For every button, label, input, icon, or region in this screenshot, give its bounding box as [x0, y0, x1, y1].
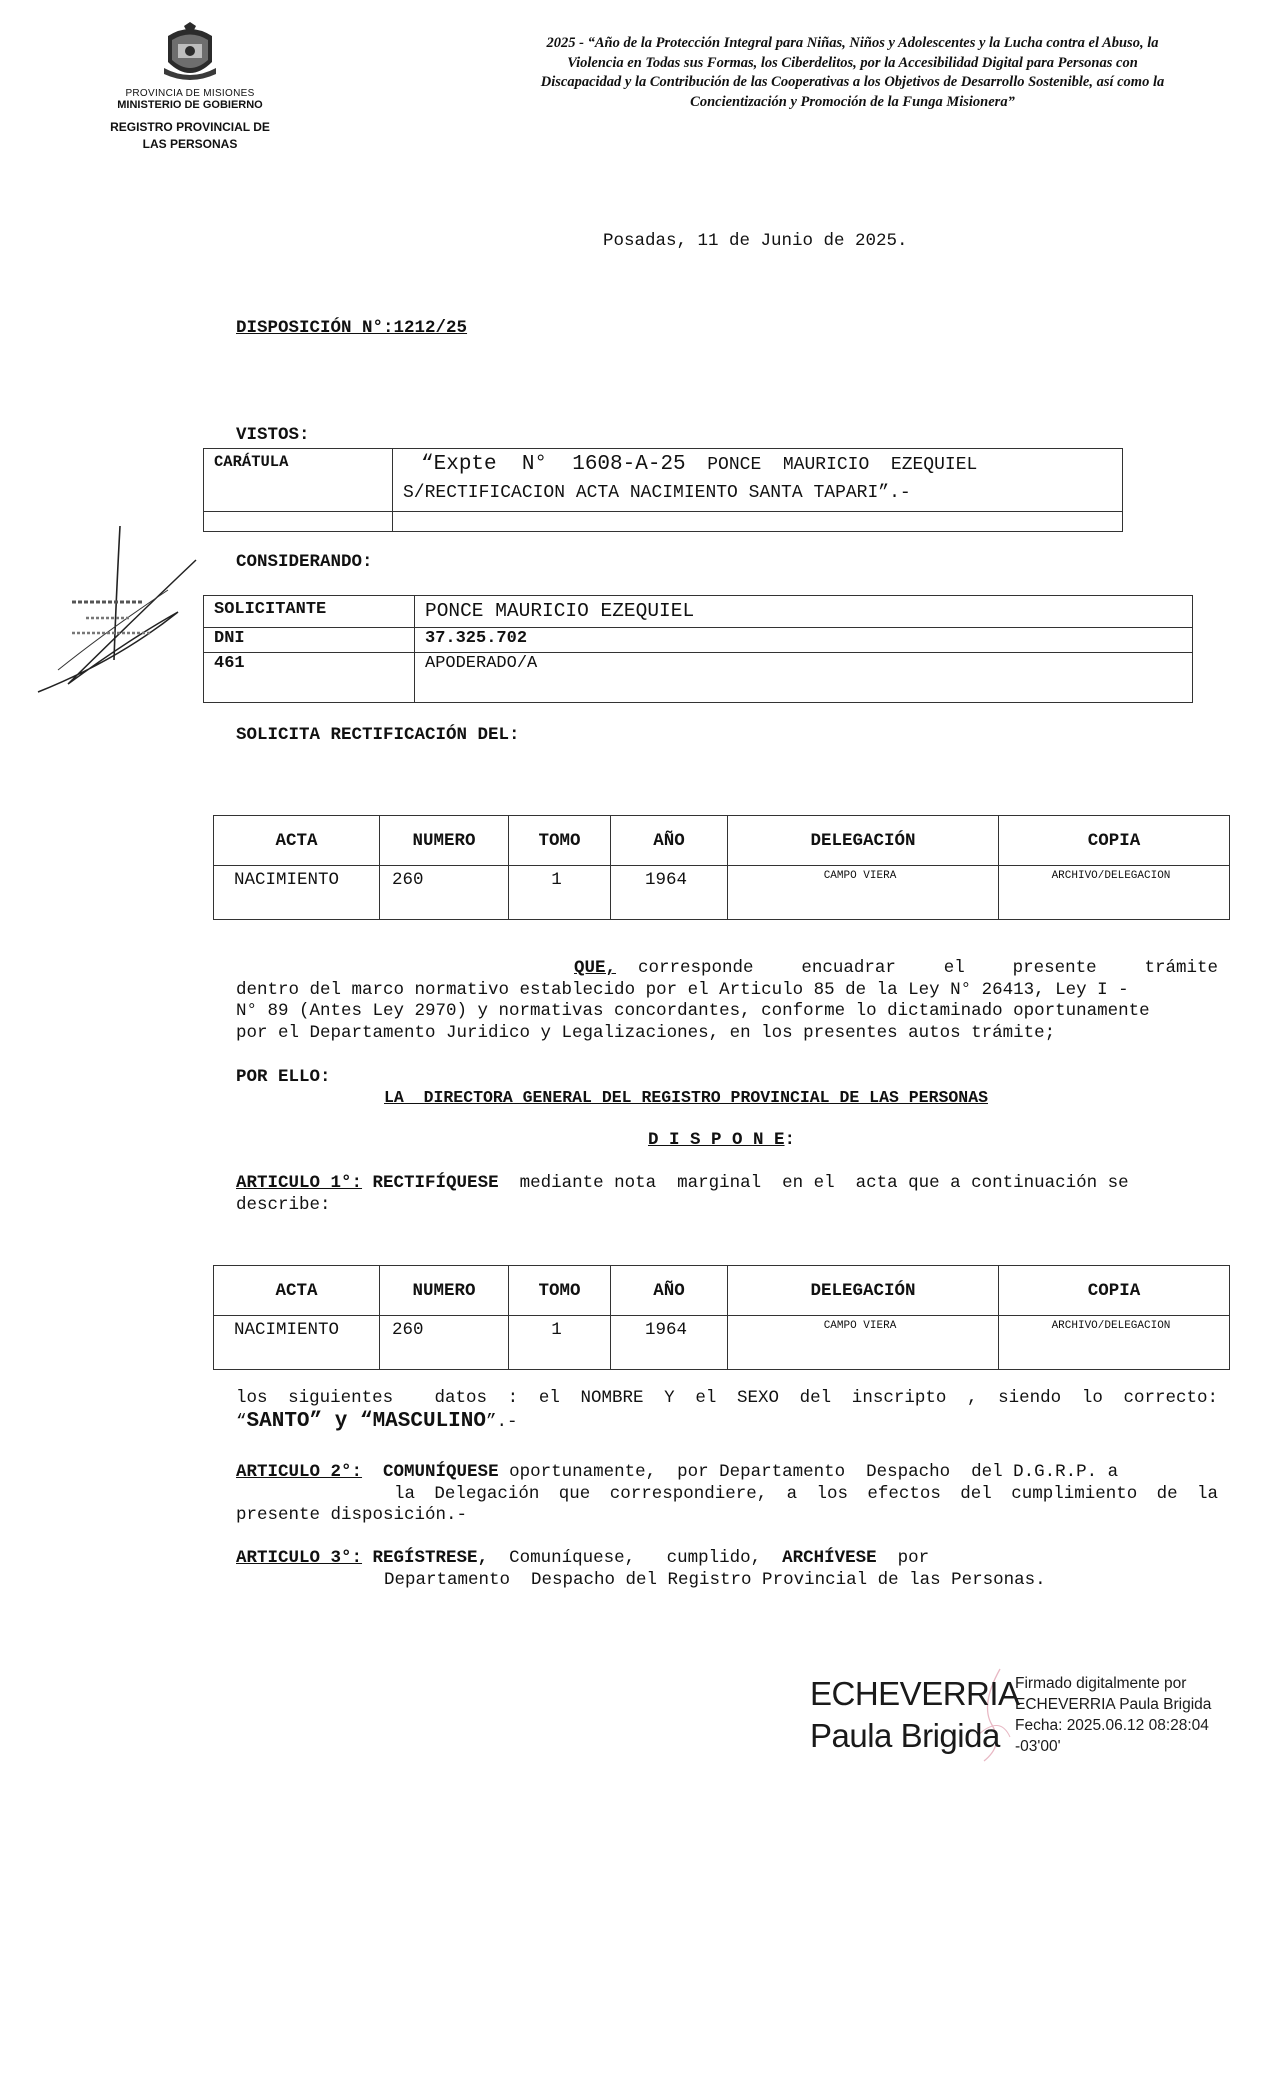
que-lead: QUE, — [574, 958, 617, 978]
digital-signature — [810, 1665, 1230, 1765]
province-name: PROVINCIA DE MISIONES — [125, 88, 255, 99]
registry-name: REGISTRO PROVINCIAL DE LAS PERSONAS — [110, 120, 270, 151]
year-motto: 2025 - “Año de la Protección Integral para Niñas, Niños y Adolescentes y la Lucha contra el Abuso, la Violencia en Todas sus Formas, los Ciberdelitos, por la Accesibilidad Digital para Personas con Discapacidad y la Contribución de las Cooperativas a los Objetivos de Desarrollo Sostenible, así como la Concientización y Promoción de la Funga Misionera” — [540, 35, 1165, 110]
cell-anio: 1964 — [611, 866, 728, 920]
que-paragraph: QUE, corresponde encuadrar el presente trámite dentro del marco normativo establecido por el Articulo 85 de la Ley N° 26413, Ley I - N° 89 (Antes Ley 2970) y normativas concordantes, conforme lo dictaminado oportunamente por el Departamento Juridico y Legalizaciones, en los presentes autos trámite; — [236, 958, 1218, 1043]
table-row — [214, 1316, 1230, 1370]
article-1: ARTICULO 1°: RECTIFÍQUESE mediante nota marginal en el acta que a continuación se describe: — [236, 1173, 1129, 1215]
article-1-verb: RECTIFÍQUESE — [372, 1173, 499, 1193]
cell-numero: 260 — [380, 1316, 509, 1370]
article-3-label: ARTICULO 3°: — [236, 1548, 363, 1568]
correction-data: los siguientes datos : el NOMBRE Y el SEXO del inscripto , siendo lo correcto: “SANTO” y “MASCULINO”.- — [236, 1388, 1218, 1433]
authority-title: LA DIRECTORA GENERAL DEL REGISTRO PROVINCIAL DE LAS PERSONAS — [384, 1088, 988, 1107]
col-copia: COPIA — [999, 816, 1230, 866]
article-3: ARTICULO 3°: REGÍSTRESE, Comuníquese, cumplido, ARCHÍVESE por Departamento Despacho del Registro Provincial de las Personas. — [236, 1548, 1046, 1590]
cell-copia: ARCHIVO/DELEGACION — [999, 1316, 1230, 1370]
article-2: ARTICULO 2°: COMUNÍQUESE oportunamente, por Departamento Despacho del D.G.R.P. a la Delegación que correspondiere, a los efectos del cumplimiento de la presente disposición.- — [236, 1462, 1218, 1525]
corrected-sex: MASCULINO — [372, 1410, 486, 1433]
col-anio: AÑO — [611, 816, 728, 866]
cell-numero: 260 — [380, 866, 509, 920]
col-tomo: TOMO — [509, 816, 611, 866]
acta-table-2 — [213, 1265, 1230, 1370]
cell-delegacion: CAMPO VIERA — [728, 866, 999, 920]
handwritten-signature-stamp — [28, 520, 208, 700]
table-row — [214, 866, 1230, 920]
registry-logo — [90, 22, 290, 153]
signature-details: Firmado digitalmente por ECHEVERRIA Paula Brigida Fecha: 2025.06.12 08:28:04 -03'00' — [1015, 1675, 1212, 1755]
col-anio: AÑO — [611, 1266, 728, 1316]
col-tomo: TOMO — [509, 1266, 611, 1316]
caratula-text: “Expte N° 1608-A-25 PONCE MAURICIO EZEQUIEL S/RECTIFICACION ACTA NACIMIENTO SANTA TAPARI”.- — [393, 449, 1123, 512]
role-code: 461 — [204, 653, 415, 703]
disposition-number: DISPOSICIÓN N°:1212/25 — [236, 318, 468, 338]
col-copia: COPIA — [999, 1266, 1230, 1316]
col-numero: NUMERO — [380, 1266, 509, 1316]
article-2-label: ARTICULO 2°: — [236, 1462, 363, 1482]
dni-value: 37.325.702 — [415, 628, 1193, 653]
coat-of-arms-icon — [160, 22, 220, 86]
applicant-name: PONCE MAURICIO EZEQUIEL — [415, 596, 1193, 628]
col-delegacion: DELEGACIÓN — [728, 1266, 999, 1316]
vistos-label: VISTOS: — [236, 425, 310, 445]
cell-tomo: 1 — [509, 866, 611, 920]
article-2-verb: COMUNÍQUESE — [383, 1462, 499, 1482]
col-delegacion: DELEGACIÓN — [728, 816, 999, 866]
col-acta: ACTA — [214, 816, 380, 866]
cell-acta: NACIMIENTO — [214, 866, 380, 920]
col-acta: ACTA — [214, 1266, 380, 1316]
signer-name: ECHEVERRIA Paula Brigida — [810, 1675, 1020, 1754]
solicita-label: SOLICITA RECTIFICACIÓN DEL: — [236, 725, 520, 745]
corrected-name: SANTO — [246, 1410, 310, 1433]
col-numero: NUMERO — [380, 816, 509, 866]
article-3-verb2: ARCHÍVESE — [782, 1548, 877, 1568]
cell-tomo: 1 — [509, 1316, 611, 1370]
considerando-label: CONSIDERANDO: — [236, 552, 373, 572]
article-3-verb1: REGÍSTRESE, — [372, 1548, 489, 1568]
por-ello-label: POR ELLO: — [236, 1067, 331, 1087]
role-value: APODERADO/A — [415, 653, 1193, 703]
caratula-label: CARÁTULA — [204, 449, 393, 512]
cell-anio: 1964 — [611, 1316, 728, 1370]
place-date: Posadas, 11 de Junio de 2025. — [603, 231, 908, 251]
applicant-label: SOLICITANTE — [204, 596, 415, 628]
caratula-table — [203, 448, 1123, 532]
ministry-name: MINISTERIO DE GOBIERNO — [117, 99, 263, 111]
cell-copia: ARCHIVO/DELEGACION — [999, 866, 1230, 920]
acta-table-1 — [213, 815, 1230, 920]
dni-label: DNI — [204, 628, 415, 653]
article-1-label: ARTICULO 1°: — [236, 1173, 363, 1193]
applicant-table — [203, 595, 1193, 703]
cell-acta: NACIMIENTO — [214, 1316, 380, 1370]
cell-delegacion: CAMPO VIERA — [728, 1316, 999, 1370]
dispone-title: D I S P O N E: — [648, 1130, 796, 1150]
